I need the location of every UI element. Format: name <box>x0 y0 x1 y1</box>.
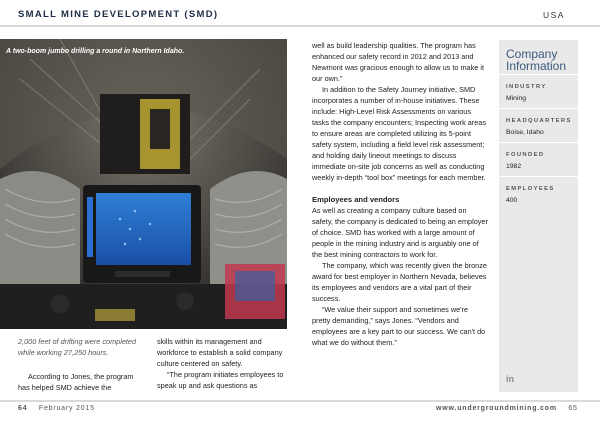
article-column-2 <box>157 336 289 391</box>
footer-left <box>18 405 95 412</box>
drilling-jumbo-photo <box>0 39 287 329</box>
sidebar-title: Company Information <box>506 47 567 73</box>
article-paragraph: “We value their support and sometimes we're pretty demanding,” says Jones. “Vendors and employees are a key part to our success. We can't do what we do without them.” <box>312 305 486 347</box>
article-paragraph: As well as creating a company culture based on safety, the company is dedicated to being an employer of choice. SMD has worked with a large amount of people in the mining industry and is arguably one of the best mining contractors to work for. <box>312 206 488 259</box>
footer-right <box>436 405 578 412</box>
header-divider <box>0 25 600 27</box>
region-label: USA <box>543 10 565 20</box>
industry-label: INDUSTRY <box>506 84 547 90</box>
article-paragraph: In addition to the Safety Journey initiative, SMD incorporates a number of in-house initiatives. These include: High-Level Risk Assessments on various tasks the company encounters; Inspecting work areas to ensure areas are completed utilizing its 5-point safety system, including a field level risk assessment; and holding daily lineout meetings to discuss immediate on-site job concerns as well as conducting weekly in-depth “tool box” meetings for each member. <box>312 85 486 182</box>
employees-value: 400 <box>506 197 518 204</box>
article-paragraph: “The program initiates employees to speak up and ask questions as <box>157 370 284 390</box>
article-paragraph: The company, which was recently given the bronze award for best employer in Northern Nevada, believes its employees and vendors are a vital part of their success. <box>312 261 487 303</box>
magazine-section-title: SMALL MINE DEVELOPMENT (SMD) <box>18 9 219 20</box>
founded-label: FOUNDED <box>506 152 545 158</box>
company-info-sidebar <box>499 40 578 392</box>
industry-value: Mining <box>506 95 527 102</box>
linkedin-icon[interactable]: in <box>506 374 514 384</box>
article-column-3 <box>312 40 488 348</box>
article-subheading: Employees and vendors <box>312 195 400 204</box>
page-number-left: 64 <box>18 405 28 412</box>
sidebar-divider <box>499 176 578 177</box>
headquarters-value: Boise, Idaho <box>506 129 544 136</box>
headquarters-label: HEADQUARTERS <box>506 118 572 124</box>
issue-month: February 2015 <box>38 405 95 412</box>
article-paragraph: According to Jones, the program has helped SMD achieve the <box>18 372 134 392</box>
sidebar-divider <box>499 108 578 109</box>
footer-divider <box>0 400 600 402</box>
website-link[interactable]: www.undergroundmining.com <box>436 405 557 412</box>
sidebar-divider <box>499 74 578 75</box>
sidebar-divider <box>499 142 578 143</box>
article-paragraph: well as build leadership qualities. The program has enhanced our safety record in 2012 and 2013 and Newmont was gracious enough to allow us to make it our own.” <box>312 41 484 83</box>
page-number-right: 65 <box>568 405 578 412</box>
article-column-1 <box>18 371 146 393</box>
photo-caption: A two-boom jumbo drilling a round in Northern Idaho. <box>6 48 185 55</box>
article-paragraph: skills within its management and workforce to establish a solid company culture centered on safety. <box>157 337 283 368</box>
jumbo-cab-illustration <box>0 39 287 329</box>
employees-label: EMPLOYEES <box>506 186 555 192</box>
photo-bottom-caption: 2,000 feet of drifting were completed while working 27,250 hours. <box>18 337 137 357</box>
founded-value: 1982 <box>506 163 522 170</box>
